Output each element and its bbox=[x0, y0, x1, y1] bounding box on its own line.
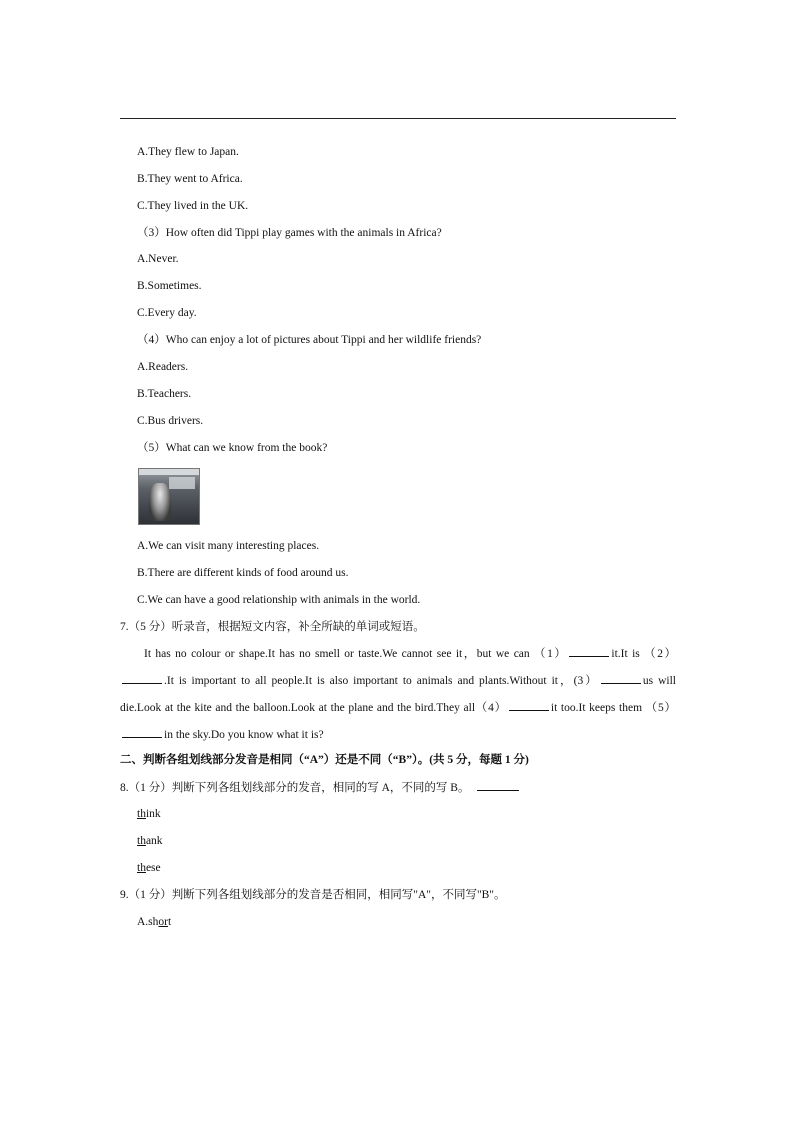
question-8-header bbox=[120, 780, 521, 795]
option-a-q3: A.Never. bbox=[137, 253, 179, 265]
question-4: （4）Who can enjoy a lot of pictures about Tippi and her wildlife friends? bbox=[137, 334, 482, 346]
q8-word-2 bbox=[137, 834, 163, 848]
word-rest: ink bbox=[145, 808, 161, 820]
q9-word-1 bbox=[137, 915, 171, 929]
q7-text: die.Look at the kite and the balloon.Look at the plane and the bird.They all（4） bbox=[120, 702, 507, 714]
option-b-q5: B.There are different kinds of food around us. bbox=[137, 567, 349, 579]
option-c-q2: C.They lived in the UK. bbox=[137, 200, 249, 212]
q7-text: in the sky.Do you know what it is? bbox=[164, 729, 324, 741]
word-prefix: A.sh bbox=[137, 916, 159, 928]
q8-text: 8.（1 分）判断下列各组划线部分的发音，相同的写 A，不同的写 B。 bbox=[120, 782, 470, 794]
word-rest: ese bbox=[145, 862, 161, 874]
underlined-part: th bbox=[137, 808, 146, 820]
blank-1[interactable] bbox=[569, 646, 609, 657]
option-b-q4: B.Teachers. bbox=[137, 388, 192, 400]
option-b-q3: B.Sometimes. bbox=[137, 280, 202, 292]
option-c-q3: C.Every day. bbox=[137, 307, 197, 319]
book-cover-figure bbox=[149, 483, 171, 521]
section-2-title: 二、判断各组划线部分发音是相同（“A”）还是不同（“B”）。(共 5 分，每题 1 分) bbox=[120, 754, 529, 766]
option-c-q5: C.We can have a good relationship with animals in the world. bbox=[137, 594, 421, 606]
underlined-part: th bbox=[137, 835, 146, 847]
book-cover-title-area bbox=[169, 477, 195, 489]
underlined-part: or bbox=[158, 916, 168, 928]
option-a-q5: A.We can visit many interesting places. bbox=[137, 540, 320, 552]
underlined-part: th bbox=[137, 862, 146, 874]
blank-4[interactable] bbox=[509, 700, 549, 711]
q8-word-3 bbox=[137, 861, 161, 875]
blank-3[interactable] bbox=[601, 673, 641, 684]
word-rest: t bbox=[168, 916, 172, 928]
q7-paragraph-line-2 bbox=[120, 673, 676, 688]
q8-word-1 bbox=[137, 807, 161, 821]
question-3: （3）How often did Tippi play games with the animals in Africa? bbox=[137, 227, 442, 239]
q7-text: It has no colour or shape.It has no smell or taste.We cannot see it，but we can （1） bbox=[144, 648, 568, 660]
option-c-q4: C.Bus drivers. bbox=[137, 415, 204, 427]
option-b-q2: B.They went to Africa. bbox=[137, 173, 243, 185]
header-rule bbox=[120, 118, 676, 119]
blank-2[interactable] bbox=[122, 673, 162, 684]
q8-answer-blank[interactable] bbox=[477, 780, 519, 791]
q7-text: it.It is （2） bbox=[611, 648, 676, 660]
q7-text: .It is important to all people.It is also important to animals and plants.Without it，(3） bbox=[164, 675, 599, 687]
q7-paragraph-line-4 bbox=[120, 727, 676, 742]
q7-paragraph-line-3 bbox=[120, 700, 676, 715]
word-rest: ank bbox=[145, 835, 163, 847]
option-a-q4: A.Readers. bbox=[137, 361, 189, 373]
question-7-header: 7.（5 分）听录音，根据短文内容，补全所缺的单词或短语。 bbox=[120, 621, 425, 633]
q7-text: us will bbox=[642, 675, 676, 687]
question-5: （5）What can we know from the book? bbox=[137, 442, 328, 454]
book-cover-image bbox=[138, 468, 200, 525]
option-a-q2: A.They flew to Japan. bbox=[137, 146, 239, 158]
book-cover-strip bbox=[139, 469, 199, 475]
q7-paragraph-line-1 bbox=[120, 646, 676, 661]
blank-5[interactable] bbox=[122, 727, 162, 738]
q7-text: it too.It keeps them （5） bbox=[550, 702, 676, 714]
question-9-header: 9.（1 分）判断下列各组划线部分的发音是否相同，相同写"A"，不同写"B"。 bbox=[120, 889, 506, 901]
